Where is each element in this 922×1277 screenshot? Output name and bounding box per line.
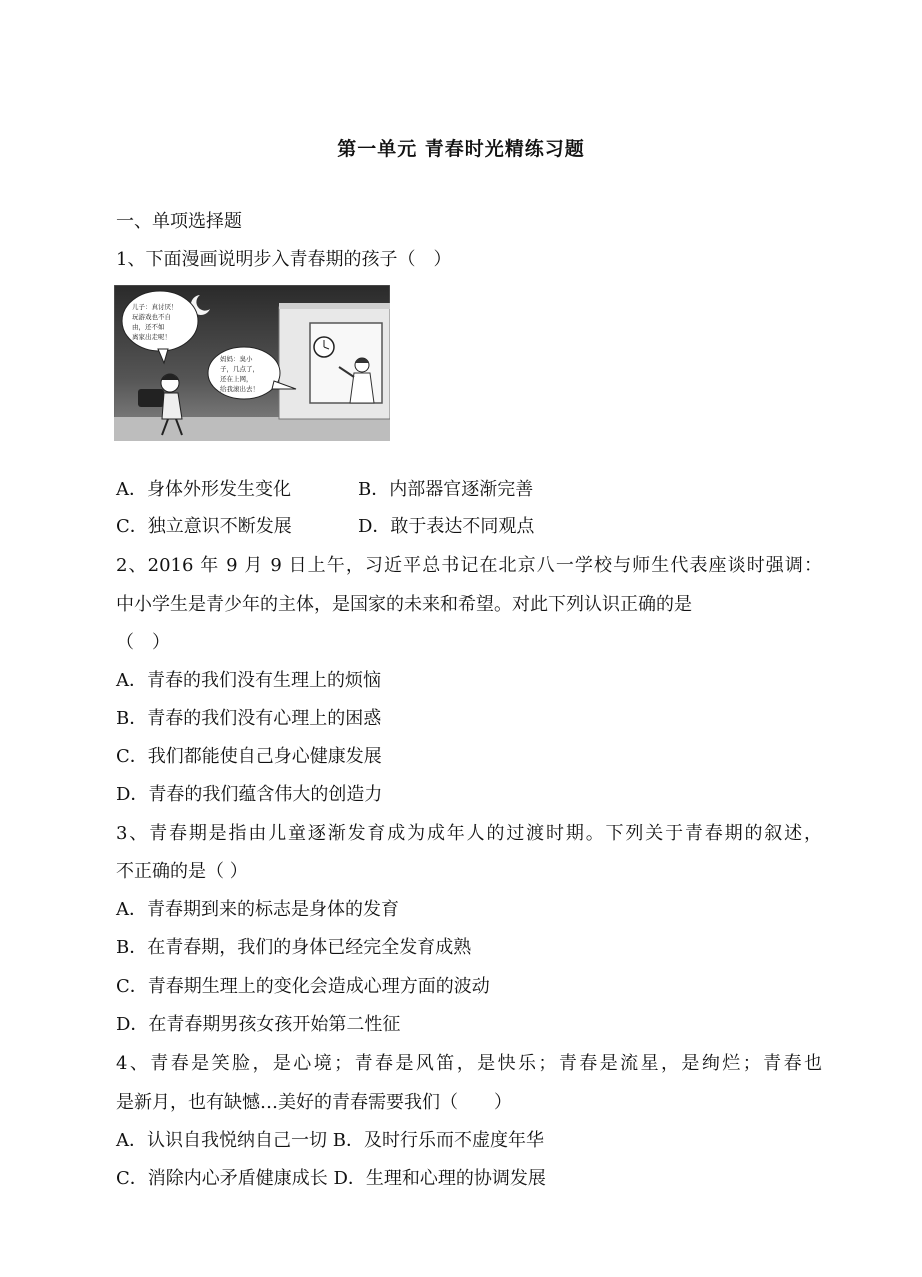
son-bubble-line-1: 儿子：真讨厌！ bbox=[132, 303, 178, 311]
q1-option-c: C．独立意识不断发展 bbox=[116, 516, 292, 537]
q3-option-c: C．青春期生理上的变化会造成心理方面的波动 bbox=[116, 976, 490, 997]
mom-bubble-line-2: 子，几点了， bbox=[220, 365, 259, 373]
son-bubble-line-2: 玩游戏也不自 bbox=[132, 313, 171, 321]
q3-option-b: B．在青春期，我们的身体已经完全发育成熟 bbox=[116, 937, 472, 958]
mom-bubble-line-1: 妈妈：臭小 bbox=[220, 355, 253, 363]
question-4-stem-line-2: 是新月，也有缺憾…美好的青春需要我们（ ） bbox=[116, 1092, 512, 1113]
son-bubble-line-4: 离家出走呢！ bbox=[132, 333, 171, 341]
q2-option-a: A．青春的我们没有生理上的烦恼 bbox=[116, 670, 381, 691]
page-title: 第一单元 青春时光精练习题 bbox=[337, 138, 585, 160]
q1-option-d: D．敢于表达不同观点 bbox=[358, 516, 535, 537]
q4-options-line-2: C．消除内心矛盾健康成长 D．生理和心理的协调发展 bbox=[116, 1168, 546, 1189]
son-bubble-line-3: 由，还不如 bbox=[132, 323, 165, 331]
q2-option-b: B．青春的我们没有心理上的困惑 bbox=[116, 708, 382, 729]
q4-options-line-1: A．认识自我悦纳自己一切 B．及时行乐而不虚度年华 bbox=[116, 1130, 544, 1151]
q2-option-d: D．青春的我们蕴含伟大的创造力 bbox=[116, 784, 383, 805]
question-3-stem-line-2: 不正确的是（ ） bbox=[116, 861, 248, 882]
mom-bubble-line-4: 给我滚出去！ bbox=[220, 385, 259, 393]
question-2-stem-line-1: 2、2016 年 9 月 9 日上午，习近平总书记在北京八一学校与师生代表座谈时强调： bbox=[116, 555, 822, 576]
question-1-stem: 1、下面漫画说明步入青春期的孩子（ ） bbox=[116, 249, 452, 270]
question-1-cartoon bbox=[114, 285, 390, 441]
q3-option-a: A．青春期到来的标志是身体的发育 bbox=[116, 899, 399, 920]
mom-bubble-line-3: 还在上网， bbox=[220, 375, 253, 383]
question-4-stem-line-1: 4、青春是笑脸，是心境；青春是风笛，是快乐；青春是流星，是绚烂；青春也 bbox=[116, 1053, 822, 1074]
question-2-stem-line-3: （ ） bbox=[116, 632, 170, 653]
q1-option-b: B．内部器官逐渐完善 bbox=[358, 479, 534, 500]
question-2-stem-line-2: 中小学生是青少年的主体，是国家的未来和希望。对此下列认识正确的是 bbox=[116, 594, 692, 615]
q1-option-a: A．身体外形发生变化 bbox=[116, 479, 291, 500]
section-heading: 一、单项选择题 bbox=[116, 211, 242, 232]
q2-option-c: C．我们都能使自己身心健康发展 bbox=[116, 746, 382, 767]
q3-option-d: D．在青春期男孩女孩开始第二性征 bbox=[116, 1014, 401, 1035]
question-3-stem-line-1: 3、青春期是指由儿童逐渐发育成为成年人的过渡时期。下列关于青春期的叙述， bbox=[116, 823, 822, 844]
